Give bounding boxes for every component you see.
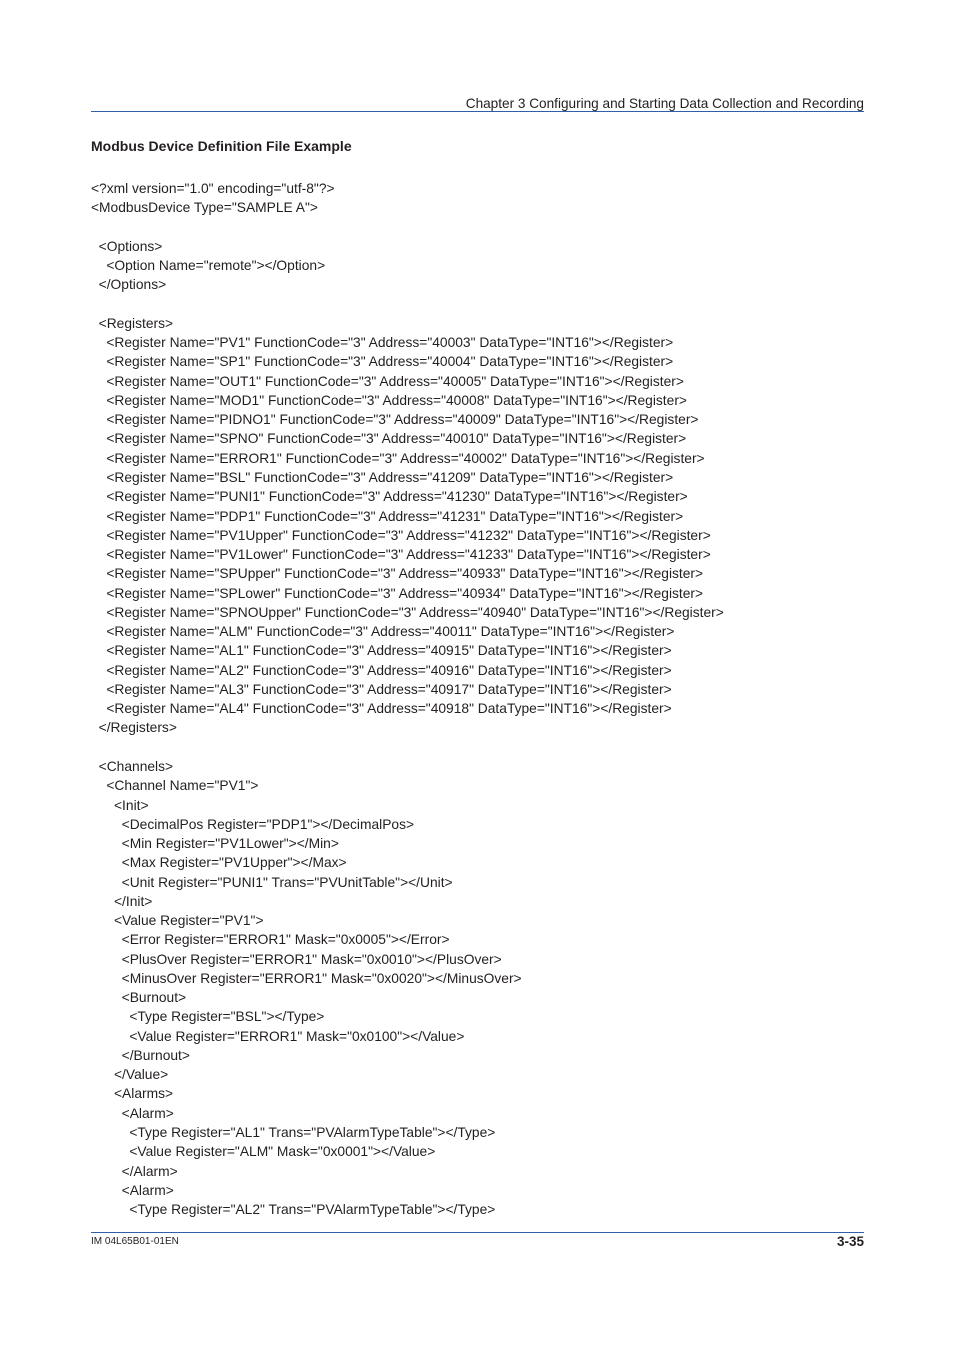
code-line: <Alarms> [91, 1086, 174, 1102]
page-number: 3-35 [836, 1234, 864, 1249]
code-line: <Type Register="AL2" Trans="PVAlarmTypeTable"></Type> [91, 1202, 496, 1218]
code-line [91, 295, 724, 314]
code-line: </Options> [91, 277, 167, 293]
code-line: <Register Name="OUT1" FunctionCode="3" Address="40005" DataType="INT16"></Register> [91, 373, 684, 389]
code-line [91, 218, 724, 237]
code-line: <Register Name="MOD1" FunctionCode="3" Address="40008" DataType="INT16"></Register> [91, 392, 687, 408]
code-line: <Max Register="PV1Upper"></Max> [91, 855, 347, 871]
header-rule [91, 111, 864, 112]
code-line: <Type Register="AL1" Trans="PVAlarmTypeTable"></Type> [91, 1125, 496, 1141]
code-line: <Register Name="PV1Lower" FunctionCode="3" Address="41233" DataType="INT16"></Register> [91, 547, 711, 563]
code-line: <Channel Name="PV1"> [91, 778, 259, 794]
chapter-header: Chapter 3 Configuring and Starting Data Collection and Recording [465, 96, 864, 111]
code-line: <Register Name="SP1" FunctionCode="3" Address="40004" DataType="INT16"></Register> [91, 354, 674, 370]
code-line: <Value Register="ALM" Mask="0x0001"></Value> [91, 1144, 436, 1160]
code-line: <Channels> [91, 758, 174, 774]
code-line: <Register Name="SPNO" FunctionCode="3" Address="40010" DataType="INT16"></Register> [91, 431, 687, 447]
code-line: <Unit Register="PUNI1" Trans="PVUnitTable"></Unit> [91, 874, 453, 890]
code-line: </Value> [91, 1067, 169, 1083]
code-line: <Register Name="ERROR1" FunctionCode="3" Address="40002" DataType="INT16"></Register> [91, 450, 705, 466]
section-title: Modbus Device Definition File Example [91, 138, 352, 154]
code-line: <Register Name="PDP1" FunctionCode="3" Address="41231" DataType="INT16"></Register> [91, 508, 684, 524]
code-line: <Value Register="ERROR1" Mask="0x0100"></Value> [91, 1028, 465, 1044]
code-line: <Error Register="ERROR1" Mask="0x0005"></Error> [91, 932, 450, 948]
code-line: <MinusOver Register="ERROR1" Mask="0x0020"></MinusOver> [91, 970, 522, 986]
code-line: <Burnout> [91, 990, 187, 1006]
code-line: <Register Name="PV1" FunctionCode="3" Address="40003" DataType="INT16"></Register> [91, 335, 674, 351]
code-line: <DecimalPos Register="PDP1"></DecimalPos> [91, 816, 415, 832]
code-line: </Init> [91, 893, 153, 909]
code-line: <Min Register="PV1Lower"></Min> [91, 836, 339, 852]
code-line: <Option Name="remote"></Option> [91, 258, 326, 274]
xml-code-block [91, 179, 724, 1219]
code-line: </Burnout> [91, 1047, 190, 1063]
code-line: <Register Name="ALM" FunctionCode="3" Address="40011" DataType="INT16"></Register> [91, 624, 675, 640]
code-line [91, 738, 724, 757]
code-line: <ModbusDevice Type="SAMPLE A"> [91, 200, 318, 216]
footer-rule [91, 1232, 864, 1233]
code-line: </Alarm> [91, 1163, 178, 1179]
code-line: <Register Name="SPNOUpper" FunctionCode="3" Address="40940" DataType="INT16"></Register> [91, 604, 724, 620]
code-line: <Register Name="AL4" FunctionCode="3" Address="40918" DataType="INT16"></Register> [91, 701, 672, 717]
code-line: <Register Name="SPUpper" FunctionCode="3" Address="40933" DataType="INT16"></Register> [91, 566, 704, 582]
code-line: <Register Name="SPLower" FunctionCode="3" Address="40934" DataType="INT16"></Register> [91, 585, 704, 601]
code-line: <Register Name="PIDNO1" FunctionCode="3" Address="40009" DataType="INT16"></Register> [91, 412, 699, 428]
code-line: <Value Register="PV1"> [91, 913, 264, 929]
code-line: <?xml version="1.0" encoding="utf-8"?> [91, 181, 335, 196]
code-line: </Registers> [91, 720, 177, 736]
code-line: <PlusOver Register="ERROR1" Mask="0x0010"></PlusOver> [91, 951, 502, 967]
code-line: <Registers> [91, 315, 174, 331]
code-line: <Register Name="AL1" FunctionCode="3" Address="40915" DataType="INT16"></Register> [91, 643, 672, 659]
code-line: <Alarm> [91, 1182, 174, 1198]
code-line: <Register Name="BSL" FunctionCode="3" Address="41209" DataType="INT16"></Register> [91, 469, 674, 485]
document-id: IM 04L65B01-01EN [91, 1236, 179, 1247]
code-line: <Register Name="PUNI1" FunctionCode="3" Address="41230" DataType="INT16"></Register> [91, 489, 688, 505]
code-line: <Options> [91, 238, 163, 254]
code-line: <Register Name="AL2" FunctionCode="3" Address="40916" DataType="INT16"></Register> [91, 662, 672, 678]
code-line: <Alarm> [91, 1105, 174, 1121]
code-line: <Register Name="PV1Upper" FunctionCode="3" Address="41232" DataType="INT16"></Register> [91, 527, 711, 543]
code-line: <Init> [91, 797, 149, 813]
code-line: <Type Register="BSL"></Type> [91, 1009, 325, 1025]
code-line: <Register Name="AL3" FunctionCode="3" Address="40917" DataType="INT16"></Register> [91, 681, 672, 697]
